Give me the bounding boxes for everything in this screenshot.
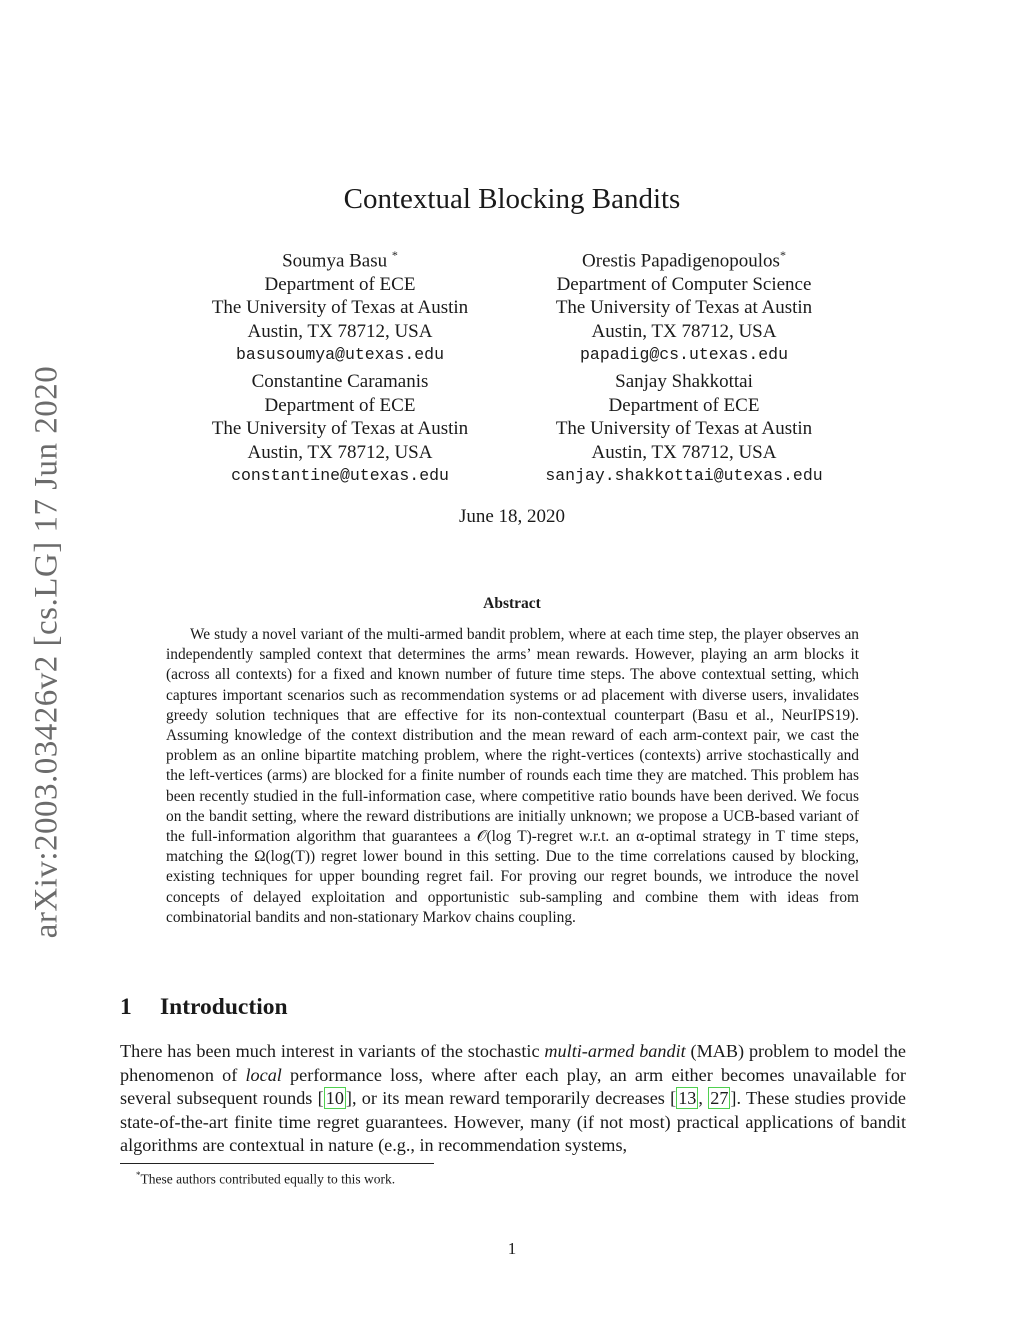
author-department: Department of ECE	[264, 394, 416, 416]
footnote: *These authors contributed equally to this work.	[136, 1170, 396, 1187]
author-email: constantine@utexas.edu	[231, 466, 449, 485]
footnote-divider	[120, 1163, 434, 1164]
paper-title: Contextual Blocking Bandits	[343, 183, 681, 215]
arxiv-identifier-stamp: arXiv:2003.03426v2 [cs.LG] 17 Jun 2020	[28, 365, 65, 939]
author-address: Austin, TX 78712, USA	[591, 320, 777, 342]
section-title: Introduction	[160, 994, 288, 1020]
author-block	[504, 244, 864, 367]
author-name: Constantine Caramanis	[251, 371, 429, 392]
author-name: Soumya Basu *	[282, 248, 398, 272]
abstract-text: We study a novel variant of the multi-armed bandit problem, where at each time step, the player observes an independently sampled context that determines the arms’ mean rewards. However, playing an arm blocks it (across all contexts) for a fixed and known number of future time steps. The above contextual setting, which captures important scenarios such as recommendation systems or ad placement with diverse users, invalidates greedy solution techniques that are effective for its non-contextual counterpart (Basu et al., NeurIPS19). Assuming knowledge of the context distribution and the mean reward of each arm-context pair, we cast the problem as an online bipartite matching problem, where the right-vertices (contexts) arrive stochastically and the left-vertices (arms) are blocked for a finite number of rounds each time they are matched. This problem has been recently studied in the full-information case, where competitive ratio bounds have been derived. We focus on the bandit setting, where the reward distributions are initially unknown; we propose a UCB-based variant of the full-information algorithm that guarantees a 𝒪(log T)-regret w.r.t. an α-optimal strategy in T time steps, matching the Ω(log(T)) regret lower bound in this setting. Due to the time correlations caused by blocking, existing techniques for upper bounding regret fail. For proving our regret bounds, we introduce the novel concepts of delayed exploitation and opportunistic sub-sampling and combine them with ideas from combinatorial bandits and non-stationary Markov chains coupling.	[166, 626, 859, 926]
author-department: Department of Computer Science	[556, 273, 812, 295]
author-university: The University of Texas at Austin	[555, 297, 813, 319]
author-address: Austin, TX 78712, USA	[247, 441, 433, 463]
author-email: sanjay.shakkottai@utexas.edu	[545, 466, 823, 485]
author-address: Austin, TX 78712, USA	[247, 320, 433, 342]
footnote-marker: *	[136, 1170, 141, 1180]
author-university: The University of Texas at Austin	[211, 297, 469, 319]
author-department: Department of ECE	[264, 273, 416, 295]
page-number: 1	[507, 1239, 517, 1258]
section-heading	[120, 994, 288, 1021]
author-block	[160, 370, 520, 488]
publication-date: June 18, 2020	[458, 506, 566, 527]
author-block	[160, 244, 520, 367]
author-address: Austin, TX 78712, USA	[591, 441, 777, 463]
emphasis-term: local	[245, 1064, 282, 1085]
author-name: Sanjay Shakkottai	[615, 371, 753, 392]
author-name: Orestis Papadigenopoulos*	[582, 248, 786, 272]
author-department: Department of ECE	[608, 394, 760, 416]
author-university: The University of Texas at Austin	[555, 418, 813, 439]
author-email: papadig@cs.utexas.edu	[580, 345, 788, 365]
author-email: basusoumya@utexas.edu	[236, 345, 444, 365]
author-university: The University of Texas at Austin	[211, 418, 469, 439]
equal-contribution-marker: *	[391, 248, 398, 262]
emphasis-term: multi-armed bandit	[544, 1041, 686, 1061]
citation-link[interactable]: 13	[678, 1088, 697, 1109]
citation-link[interactable]: 27	[710, 1088, 729, 1109]
section-number: 1	[120, 994, 132, 1020]
abstract-heading: Abstract	[483, 595, 541, 612]
introduction-paragraph: There has been much interest in variants of the stochastic multi-armed bandit (MAB) problem to model the phenomenon of local performance loss, where after each play, an arm either becomes unavailable for several subsequent rounds [ 10 ], or its mean reward temporarily decreases [ 13 , 27 ]. These studies provide state-of-the-art finite time regret guarantees. However, many (if not most) practical applications of bandit algorithms are contextual in nature (e.g., in recommendation systems,	[120, 1041, 907, 1156]
author-block	[504, 370, 864, 488]
citation-link[interactable]: 10	[325, 1088, 344, 1109]
equal-contribution-marker: *	[779, 248, 786, 262]
